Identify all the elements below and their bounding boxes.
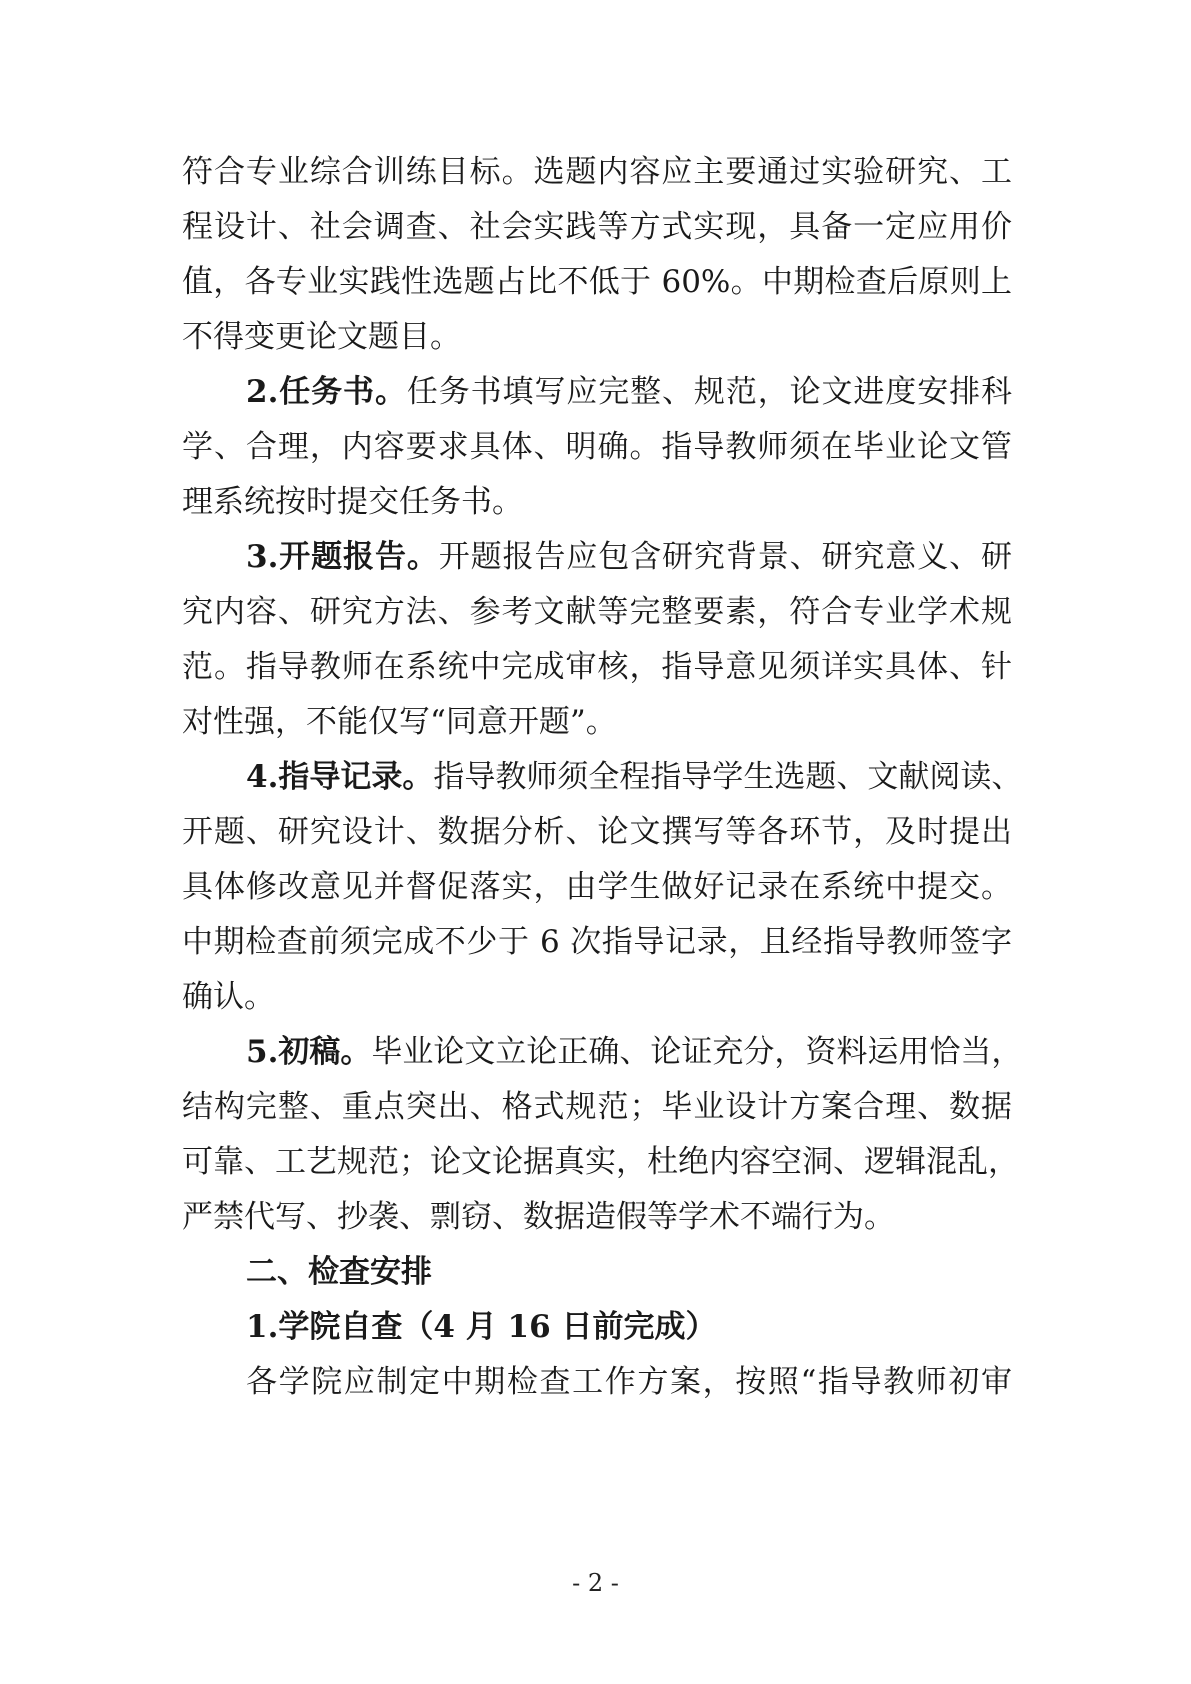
para2-line-1 [246,372,1012,412]
para3-text: 开题报告应包含研究背景、研究意义、研 [438,539,1012,575]
para2-text: 任务书填写应完整、规范，论文进度安排科 [406,374,1012,410]
para3-label: 3.开题报告。 [246,539,439,575]
para1-line-1: 符合专业综合训练目标。选题内容应主要通过实验研究、工 [182,154,1012,190]
para3-line-2: 究内容、研究方法、参考文献等完整要素，符合专业学术规 [182,594,1012,630]
para4-line-3: 具体修改意见并督促落实，由学生做好记录在系统中提交。 [182,869,1012,905]
para3-line-1 [246,537,1012,577]
para3-line-3: 范。指导教师在系统中完成审核，指导意见须详实具体、针 [182,649,1012,685]
para1-line-2: 程设计、社会调查、社会实践等方式实现，具备一定应用价 [182,209,1012,245]
para1-line-4: 不得变更论文题目。 [182,319,461,355]
para1-line-3: 值，各专业实践性选题占比不低于 60%。中期检查后原则上 [182,264,1012,300]
para2-label: 2.任务书。 [246,374,407,410]
para6-line-1: 各学院应制定中期检查工作方案，按照“指导教师初审 [246,1364,1012,1400]
para4-line-1 [246,757,1023,797]
para5-line-1 [246,1032,1023,1072]
para2-line-3: 理系统按时提交任务书。 [182,484,523,520]
page-number: - 2 - [572,1569,619,1597]
para3-line-4: 对性强，不能仅写“同意开题”。 [182,704,617,740]
para2-line-2: 学、合理，内容要求具体、明确。指导教师须在毕业论文管 [182,429,1012,465]
para4-label: 4.指导记录。 [246,759,434,795]
section-heading: 二、检查安排 [246,1254,432,1290]
para4-line-4: 中期检查前须完成不少于 6 次指导记录，且经指导教师签字 [182,924,1012,960]
para4-line-5: 确认。 [182,979,275,1015]
para5-line-2: 结构完整、重点突出、格式规范；毕业设计方案合理、数据 [182,1089,1012,1125]
para4-line-2: 开题、研究设计、数据分析、论文撰写等各环节，及时提出 [182,814,1012,850]
para5-text: 毕业论文立论正确、论证充分，资料运用恰当， [371,1034,1023,1070]
para5-label: 5.初稿。 [246,1034,372,1070]
para5-line-3: 可靠、工艺规范；论文论据真实，杜绝内容空洞、逻辑混乱， [182,1144,1019,1180]
para5-line-4: 严禁代写、抄袭、剽窃、数据造假等学术不端行为。 [182,1199,895,1235]
subsection-heading: 1.学院自查（4 月 16 日前完成） [246,1309,717,1345]
para4-text: 指导教师须全程指导学生选题、文献阅读、 [433,759,1023,795]
